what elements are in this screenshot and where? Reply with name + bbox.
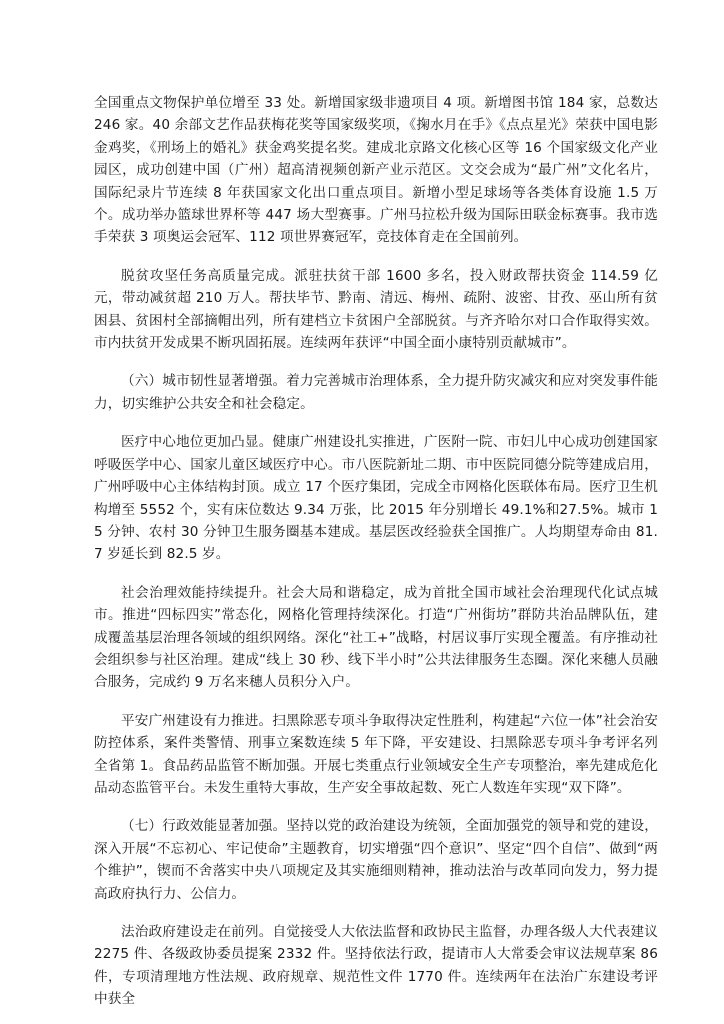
- paragraph-poverty-alleviation: 脱贫攻坚任务高质量完成。派驻扶贫干部 1600 多名，投入财政帮扶资金 114.59 亿元，带动减贫超 210 万人。帮扶毕节、黔南、清远、梅州、疏附、波密、甘孜、巫山所有贫困县、贫困村全部摘帽出列，所有建档立卡贫困户全部脱贫。与齐齐哈尔对口合作取得实效。市内扶贫开发成果不断巩固拓展。连续两年获评“中国全面小康特别贡献城市”。: [94, 267, 658, 352]
- paragraph-medical-center: 医疗中心地位更加凸显。健康广州建设扎实推进，广医附一院、市妇儿中心成功创建国家呼吸医学中心、国家儿童区域医疗中心。市八医院新址二期、市中医院同德分院等建成启用，广州呼吸中心主体结构封顶。成立 17 个医疗集团，完成全市网格化医联体布局。医疗卫生机构增至 5552 个，实有床位数达 9.34 万张，比 2015 年分别增长 49.1%和27.5%。城市 15 分钟、农村 30 分钟卫生服务圈基本建成。基层医改经验获全国推广。人均期望寿命由 81.7 岁延长到 82.5 岁。: [94, 434, 658, 563]
- section-heading-city-resilience: （六）城市韧性显著增强。着力完善城市治理体系，全力提升防灾减灾和应对突发事件能力，切实维护公共安全和社会稳定。: [94, 373, 658, 412]
- paragraph-rule-of-law-government: 法治政府建设走在前列。自觉接受人大依法监督和政协民主监督，办理各级人大代表建议 2275 件、各级政协委员提案 2332 件。坚持依法行政，提请市人大常委会审议法规草案 86 件，专项清理地方性法规、政府规章、规范性文件 1770 件。连续两年在法治广东建设考评中获全: [94, 924, 658, 1008]
- paragraph-safe-guangzhou: 平安广州建设有力推进。扫黑除恶专项斗争取得决定性胜利，构建起“六位一体”社会治安防控体系，案件类警情、刑事立案数连续 5 年下降，平安建设、扫黑除恶专项斗争考评名列全省第 1。食品药品监管不断加强。开展七类重点行业领域安全生产专项整治，率先建成危化品动态监管平台。未发生重特大事故，生产安全事故起数、死亡人数连年实现“双下降”。: [94, 712, 658, 796]
- section-heading-administrative-efficiency: （七）行政效能显著加强。坚持以党的政治建设为统领，全面加强党的领导和党的建设，深入开展“不忘初心、牢记使命”主题教育，切实增强“四个意识”、坚定“四个自信”、做到“两个维护”，锲而不舍落实中央八项规定及其实施细则精神，推动法治与改革同向发力，努力提高政府执行力、公信力。: [94, 818, 658, 902]
- paragraph-culture-sports: 全国重点文物保护单位增至 33 处。新增国家级非遗项目 4 项。新增图书馆 184 家，总数达 246 家。40 余部文艺作品获梅花奖等国家级奖项，《掬水月在手》《点点星光》荣获中国电影金鸡奖，《刑场上的婚礼》获金鸡奖提名奖。建成北京路文化核心区等 16 个国家级文化产业园区，成功创建中国（广州）超高清视频创新产业示范区。文交会成为“最广州”文化名片，国际纪录片节连续 8 年获国家文化出口重点项目。新增小型足球场等各类体育设施 1.5 万个。成功举办篮球世界杯等 447 场大型赛事。广州马拉松升级为国际田联金标赛事。我市选手荣获 3 项奥运会冠军、112 项世界赛冠军，竞技体育走在全国前列。: [94, 95, 658, 246]
- paragraph-social-governance: 社会治理效能持续提升。社会大局和谐稳定，成为首批全国市域社会治理现代化试点城市。推进“四标四实”常态化，网格化管理持续深化。打造“广州街坊”群防共治品牌队伍，建成覆盖基层治理各领域的组织网络。深化“社工+”战略，村居议事厅实现全覆盖。有序推动社会组织参与社区治理。建成“线上 30 秒、线下半小时”公共法律服务生态圈。深化来穗人员融合服务，完成约 9 万名来穗人员积分入户。: [94, 584, 658, 691]
